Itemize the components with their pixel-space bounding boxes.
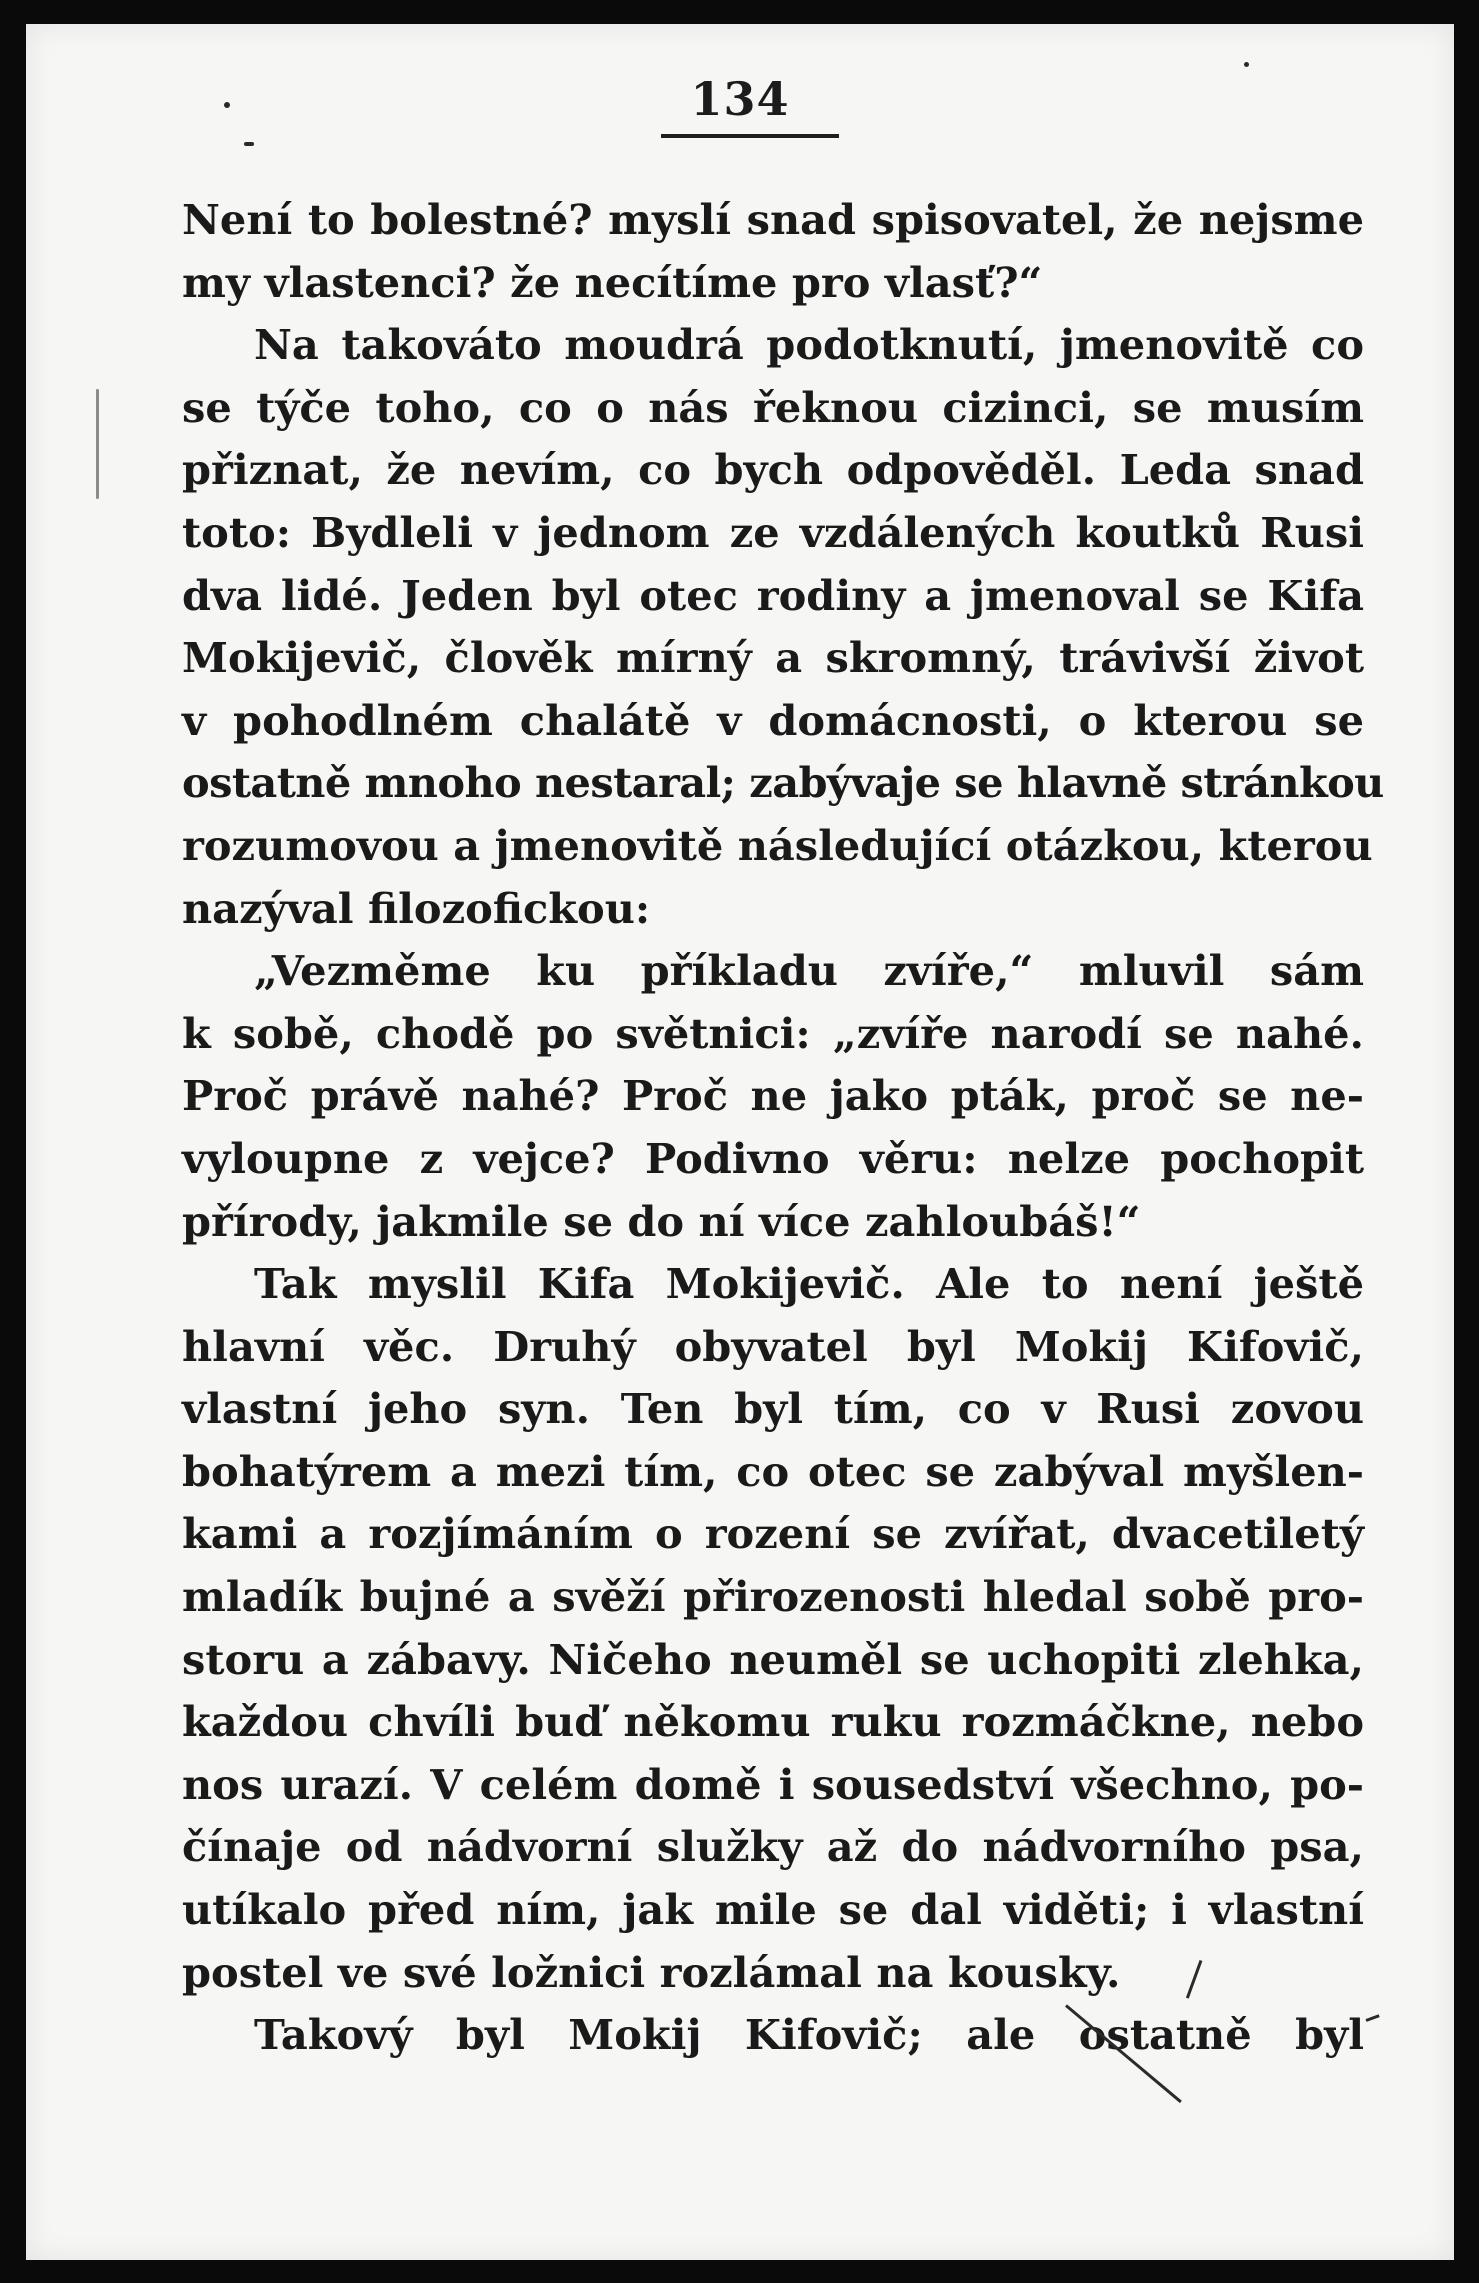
text-line: nos urazí. V celém domě i sousedství všechno, po-	[182, 1759, 1364, 1809]
text-line: k sobě, chodě po světnici: „zvíře narodí se nahé.	[182, 1008, 1364, 1058]
text-line: vlastní jeho syn. Ten byl tím, co v Rusi zovou	[182, 1384, 1364, 1434]
text-line: storu a zábavy. Ničeho neuměl se uchopiti zlehka,	[182, 1634, 1364, 1684]
text-line: Mokijevič, člověk mírný a skromný, trávivší život	[182, 633, 1364, 683]
scan-speck	[1244, 62, 1249, 67]
text-line: Tak myslil Kifa Mokijevič. Ale to není ještě	[254, 1259, 1364, 1309]
text-line: utíkalo před ním, jak mile se dal viděti; i vlastní	[182, 1885, 1364, 1935]
text-line: Proč právě nahé? Proč ne jako pták, proč se ne-	[182, 1071, 1364, 1121]
text-line: v pohodlném chalátě v domácnosti, o kterou se	[182, 695, 1364, 745]
text-line: dva lidé. Jeden byl otec rodiny a jmenoval se Kifa	[182, 570, 1364, 620]
scan-speck	[244, 142, 254, 146]
book-page	[26, 24, 1454, 2260]
pencil-mark	[1365, 2014, 1379, 2022]
page-number: 134	[690, 72, 790, 126]
text-line: nazýval filozofickou:	[182, 883, 651, 933]
text-line: kami a rozjímáním o rození se zvířat, dvacetiletý	[182, 1509, 1364, 1559]
text-line: přírody, jakmile se do ní více zahloubáš!“	[182, 1196, 1141, 1246]
text-line: hlavní věc. Druhý obyvatel byl Mokij Kifovič,	[182, 1321, 1364, 1371]
text-line: čínaje od nádvorní služky až do nádvorního psa,	[182, 1822, 1364, 1872]
text-line: se týče toho, co o nás řeknou cizinci, se musím	[182, 382, 1364, 432]
text-line: Takový byl Mokij Kifovič; ale ostatně byl	[254, 2010, 1364, 2060]
text-line: Na takováto moudrá podotknutí, jmenovitě co	[254, 320, 1364, 370]
text-line: každou chvíli buď někomu ruku rozmáčkne, nebo	[182, 1697, 1364, 1747]
text-line: postel ve své ložnici rozlámal na kousky.	[182, 1947, 1121, 1997]
scan-speck	[96, 389, 99, 499]
text-line: přiznat, že nevím, co bych odpověděl. Leda snad	[182, 445, 1364, 495]
text-line: vyloupne z vejce? Podivno věru: nelze pochopit	[182, 1133, 1364, 1183]
text-line: toto: Bydleli v jednom ze vzdálených koutků Rusi	[182, 507, 1364, 557]
text-line: my vlastenci? že necítíme pro vlasť?“	[182, 257, 1043, 307]
page-number-underline	[661, 134, 839, 138]
scan-speck	[224, 102, 230, 108]
text-line: rozumovou a jmenovitě následující otázkou, kterou	[182, 820, 1373, 870]
text-line: Není to bolestné? myslí snad spisovatel, že nejsme	[182, 195, 1364, 244]
text-line: mladík bujné a svěží přirozenosti hledal sobě pro-	[182, 1572, 1364, 1622]
text-line: „Vezměme ku příkladu zvíře,“ mluvil sám	[254, 946, 1364, 996]
body-text	[182, 189, 1384, 2067]
text-line: bohatýrem a mezi tím, co otec se zabýval myšlen-	[182, 1446, 1364, 1496]
text-line: ostatně mnoho nestaral; zabývaje se hlavně stránkou	[182, 758, 1384, 808]
